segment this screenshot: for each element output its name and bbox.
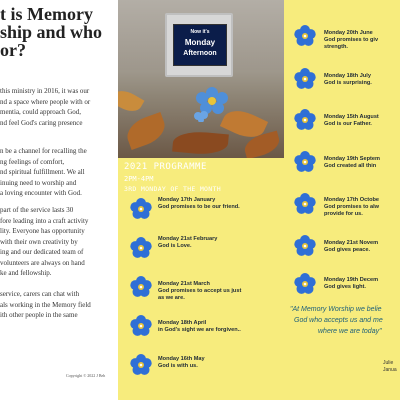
forget-me-not-flowers-icon <box>190 82 234 122</box>
text-line: fore leading into a craft activity <box>0 216 89 225</box>
forget-me-not-icon <box>293 24 317 48</box>
entry-date: Monday 21st February <box>158 236 218 242</box>
text-line: nd spiritual fulfillment. We all <box>0 168 85 176</box>
intro-title-line: or? <box>0 40 26 60</box>
entry-date: Monday 17th January <box>158 197 216 203</box>
entry-text <box>158 320 241 334</box>
entry-theme: God is with us. <box>158 363 198 369</box>
entry-text <box>158 197 240 211</box>
programme-time: 2PM-4PM <box>124 175 154 183</box>
text-line: volunteers are always on hand <box>0 258 85 267</box>
signature-date: Janua <box>383 367 397 373</box>
entry-date: Monday 18th July <box>324 73 371 79</box>
programme-subtitle: 3RD MONDAY OF THE MONTH <box>124 185 221 193</box>
intro-title-line: t is Memory <box>0 4 93 24</box>
entry-text <box>158 281 241 302</box>
forget-me-not-icon <box>129 197 153 221</box>
entry-theme: God gives light. <box>324 284 366 290</box>
entry-date: Monday 16th May <box>158 356 205 362</box>
entry-date: Monday 19th Decem <box>324 277 379 283</box>
entry-text <box>324 156 380 170</box>
forget-me-not-icon <box>293 234 317 258</box>
quote-line: where we are today" <box>318 328 382 335</box>
screen-line: Afternoon <box>183 50 217 57</box>
text-line: lity. Everyone has opportunity <box>0 227 85 235</box>
entry-theme: God gives peace. <box>324 247 371 253</box>
entry-theme: as we are. <box>158 295 185 301</box>
text-line: part of the service lasts 30 <box>0 206 74 214</box>
intro-title <box>0 5 118 59</box>
entry-theme: God promises to giv <box>324 37 379 43</box>
entry-text <box>158 236 217 250</box>
intro-paragraph-4 <box>0 289 91 321</box>
entry-text <box>324 277 378 291</box>
intro-paragraph-2 <box>0 146 87 199</box>
intro-title-line: ship and who <box>0 22 103 42</box>
forget-me-not-icon <box>129 353 153 377</box>
entry-theme: provide for us. <box>324 211 363 217</box>
entry-date: Monday 21st Novem <box>324 240 379 246</box>
sign-frame <box>165 13 233 77</box>
entry-theme: strength. <box>324 44 348 50</box>
sign-photo <box>118 0 284 158</box>
programme-panel <box>118 0 284 400</box>
entry-text <box>324 197 379 218</box>
quote-line: God who accepts us and me <box>294 317 383 324</box>
entry-theme: God is Love. <box>158 243 192 249</box>
entry-text <box>324 114 379 128</box>
forget-me-not-icon <box>129 275 153 299</box>
text-line: a loving encounter with God. <box>0 189 82 197</box>
text-line: service, carers can chat with <box>0 290 80 298</box>
screen-line: Monday <box>184 38 216 47</box>
screen-line: Now it's <box>190 29 210 35</box>
intro-paragraph-3 <box>0 205 88 279</box>
text-line: with their own creativity by <box>0 237 78 246</box>
forget-me-not-icon <box>129 236 153 260</box>
entry-theme: God promises to be our friend. <box>158 204 240 210</box>
entry-theme: God created all thin <box>324 163 377 169</box>
sign-screen <box>173 24 227 66</box>
copyright-note: Copyright © 2022 J Beh <box>66 373 106 378</box>
entry-text <box>158 356 205 370</box>
entry-date: Monday 18th April <box>158 320 207 326</box>
text-line: ing and our dedicated team of <box>0 248 84 256</box>
forget-me-not-icon <box>293 67 317 91</box>
text-line: mentia, could approach God, <box>0 108 82 116</box>
forget-me-not-icon <box>293 108 317 132</box>
programme-panel-continued <box>284 0 400 400</box>
entry-date: Monday 17th Octobe <box>324 197 380 203</box>
entry-theme: God is our Father. <box>324 121 372 127</box>
text-line: n be a channel for recalling the <box>0 147 87 155</box>
entry-date: Monday 20th June <box>324 30 373 36</box>
text-line: this ministry in 2016, it was our <box>0 87 90 95</box>
entry-theme: in God's sight we are forgiven.. <box>158 327 241 333</box>
entry-text <box>324 30 378 51</box>
text-line: nd feel God's caring presence <box>0 118 83 127</box>
text-line: als working in the Memory field <box>0 300 91 309</box>
forget-me-not-icon <box>293 272 317 296</box>
intro-panel <box>0 0 118 400</box>
entry-theme: God is surprising. <box>324 80 372 86</box>
text-line: inuing need to worship and <box>0 178 77 187</box>
text-line: ng feelings of comfort, <box>0 157 65 166</box>
entry-date: Monday 19th Septem <box>324 156 380 162</box>
text-line: nd a space where people with or <box>0 97 91 106</box>
forget-me-not-icon <box>293 150 317 174</box>
quote-signature <box>383 360 397 374</box>
text-line: ke and fellowship. <box>0 269 52 277</box>
entry-theme: God promises to alw <box>324 204 380 210</box>
entry-theme: God promises to accept us just <box>158 288 242 294</box>
forget-me-not-icon <box>293 192 317 216</box>
forget-me-not-icon <box>129 314 153 338</box>
entry-date: Monday 15th August <box>324 114 379 120</box>
programme-title: 2021 PROGRAMME <box>124 162 207 172</box>
entry-text <box>324 240 378 254</box>
intro-paragraph-1 <box>0 86 90 128</box>
entry-text <box>324 73 372 87</box>
entry-date: Monday 21st March <box>158 281 210 287</box>
pull-quote <box>290 304 400 337</box>
signature-name: Julie <box>383 360 394 366</box>
text-line: ith other people in the same <box>0 311 78 319</box>
quote-line: "At Memory Worship we belie <box>290 306 382 313</box>
